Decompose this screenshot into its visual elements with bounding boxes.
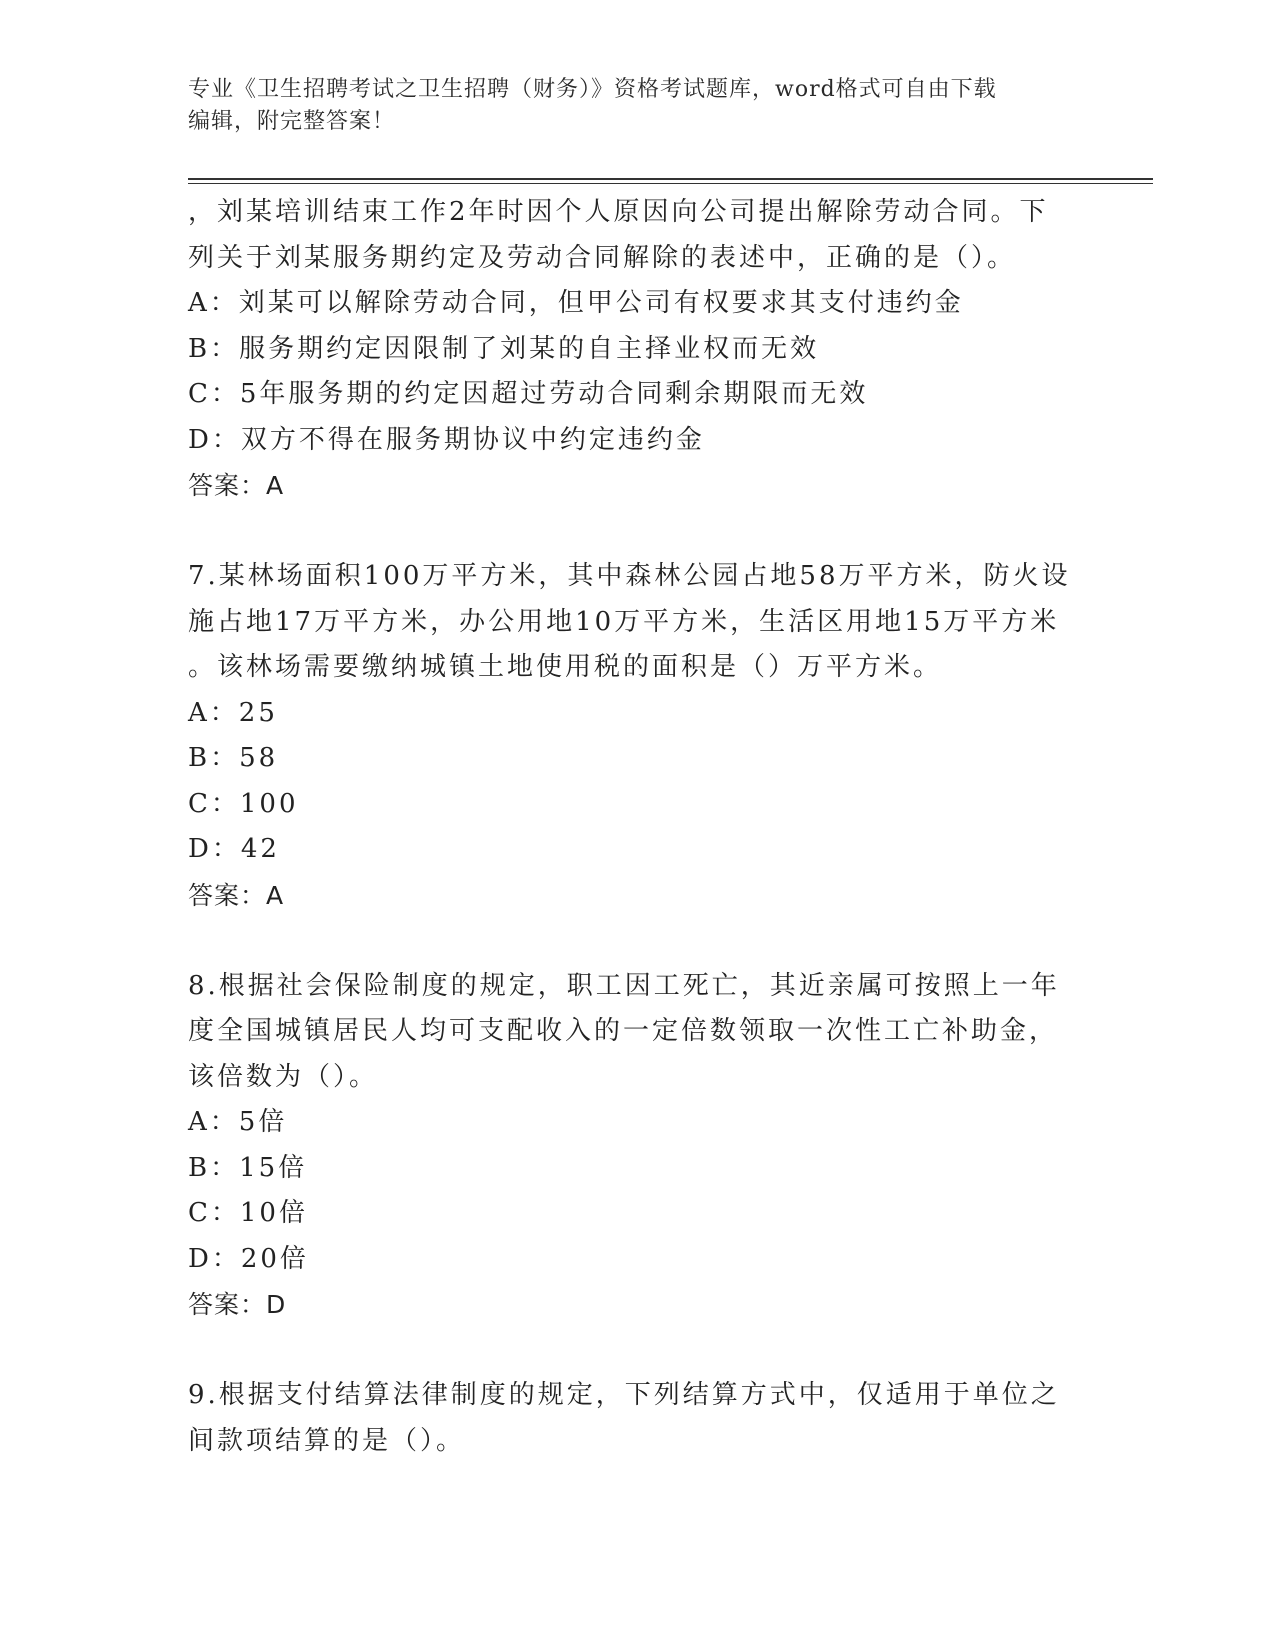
option-a: A：25 [188,697,278,728]
option-b: B：58 [188,743,279,773]
question-stem-line: 间款项结算的是（）。 [188,1425,466,1456]
option-c: C：5年服务期的约定因超过劳动合同剩余期限而无效 [188,379,869,409]
header-title-line-1: 专业《卫生招聘考试之卫生招聘（财务）》资格考试题库，word格式可自由下载 [188,77,997,102]
document-header [188,74,1088,138]
question-9 [188,1373,1088,1464]
option-a: A：5倍 [188,1107,288,1137]
question-stem-line: 。该林场需要缴纳城镇土地使用税的面积是（）万平方米。 [188,652,943,682]
question-stem-line: 施占地17万平方米，办公用地10万平方米，生活区用地15万平方米 [188,606,1060,637]
question-stem-line: ，刘某培训结束工作2年时因个人原因向公司提出解除劳动合同。下 [188,197,1049,227]
spacer [188,1328,1088,1374]
answer-line: 答案：A [188,471,285,500]
question-stem-line: 度全国城镇居民人均可支配收入的一定倍数领取一次性工亡补助金， [188,1016,1059,1046]
document-body [188,190,1088,1464]
spacer [188,918,1088,964]
question-stem-line: 7.某林场面积100万平方米，其中森林公园占地58万平方米，防火设 [188,561,1071,591]
question-7 [188,554,1088,918]
option-c: C：100 [188,788,299,819]
spacer [188,509,1088,555]
header-divider [188,178,1153,184]
question-stem-line: 9.根据支付结算法律制度的规定，下列结算方式中，仅适用于单位之 [188,1380,1060,1410]
answer-line: 答案：D [188,1290,287,1319]
answer-line: 答案：A [188,880,285,910]
option-d: D：双方不得在服务期协议中约定违约金 [188,424,705,455]
option-d: D：42 [188,834,280,864]
option-b: B：15倍 [188,1152,308,1183]
question-stem-line: 列关于刘某服务期约定及劳动合同解除的表述中，正确的是（）。 [188,242,1017,273]
question-stem-line: 8.根据社会保险制度的规定，职工因工死亡，其近亲属可按照上一年 [188,970,1060,1001]
option-a: A：刘某可以解除劳动合同，但甲公司有权要求其支付违约金 [188,288,964,318]
header-title-line-2: 编辑，附完整答案！ [188,109,396,134]
question-stem-line: 该倍数为（）。 [188,1061,379,1092]
option-b: B：服务期约定因限制了刘某的自主择业权而无效 [188,333,820,364]
question-6 [188,190,1088,509]
question-8 [188,964,1088,1328]
option-c: C：10倍 [188,1198,308,1228]
option-d: D：20倍 [188,1243,309,1274]
